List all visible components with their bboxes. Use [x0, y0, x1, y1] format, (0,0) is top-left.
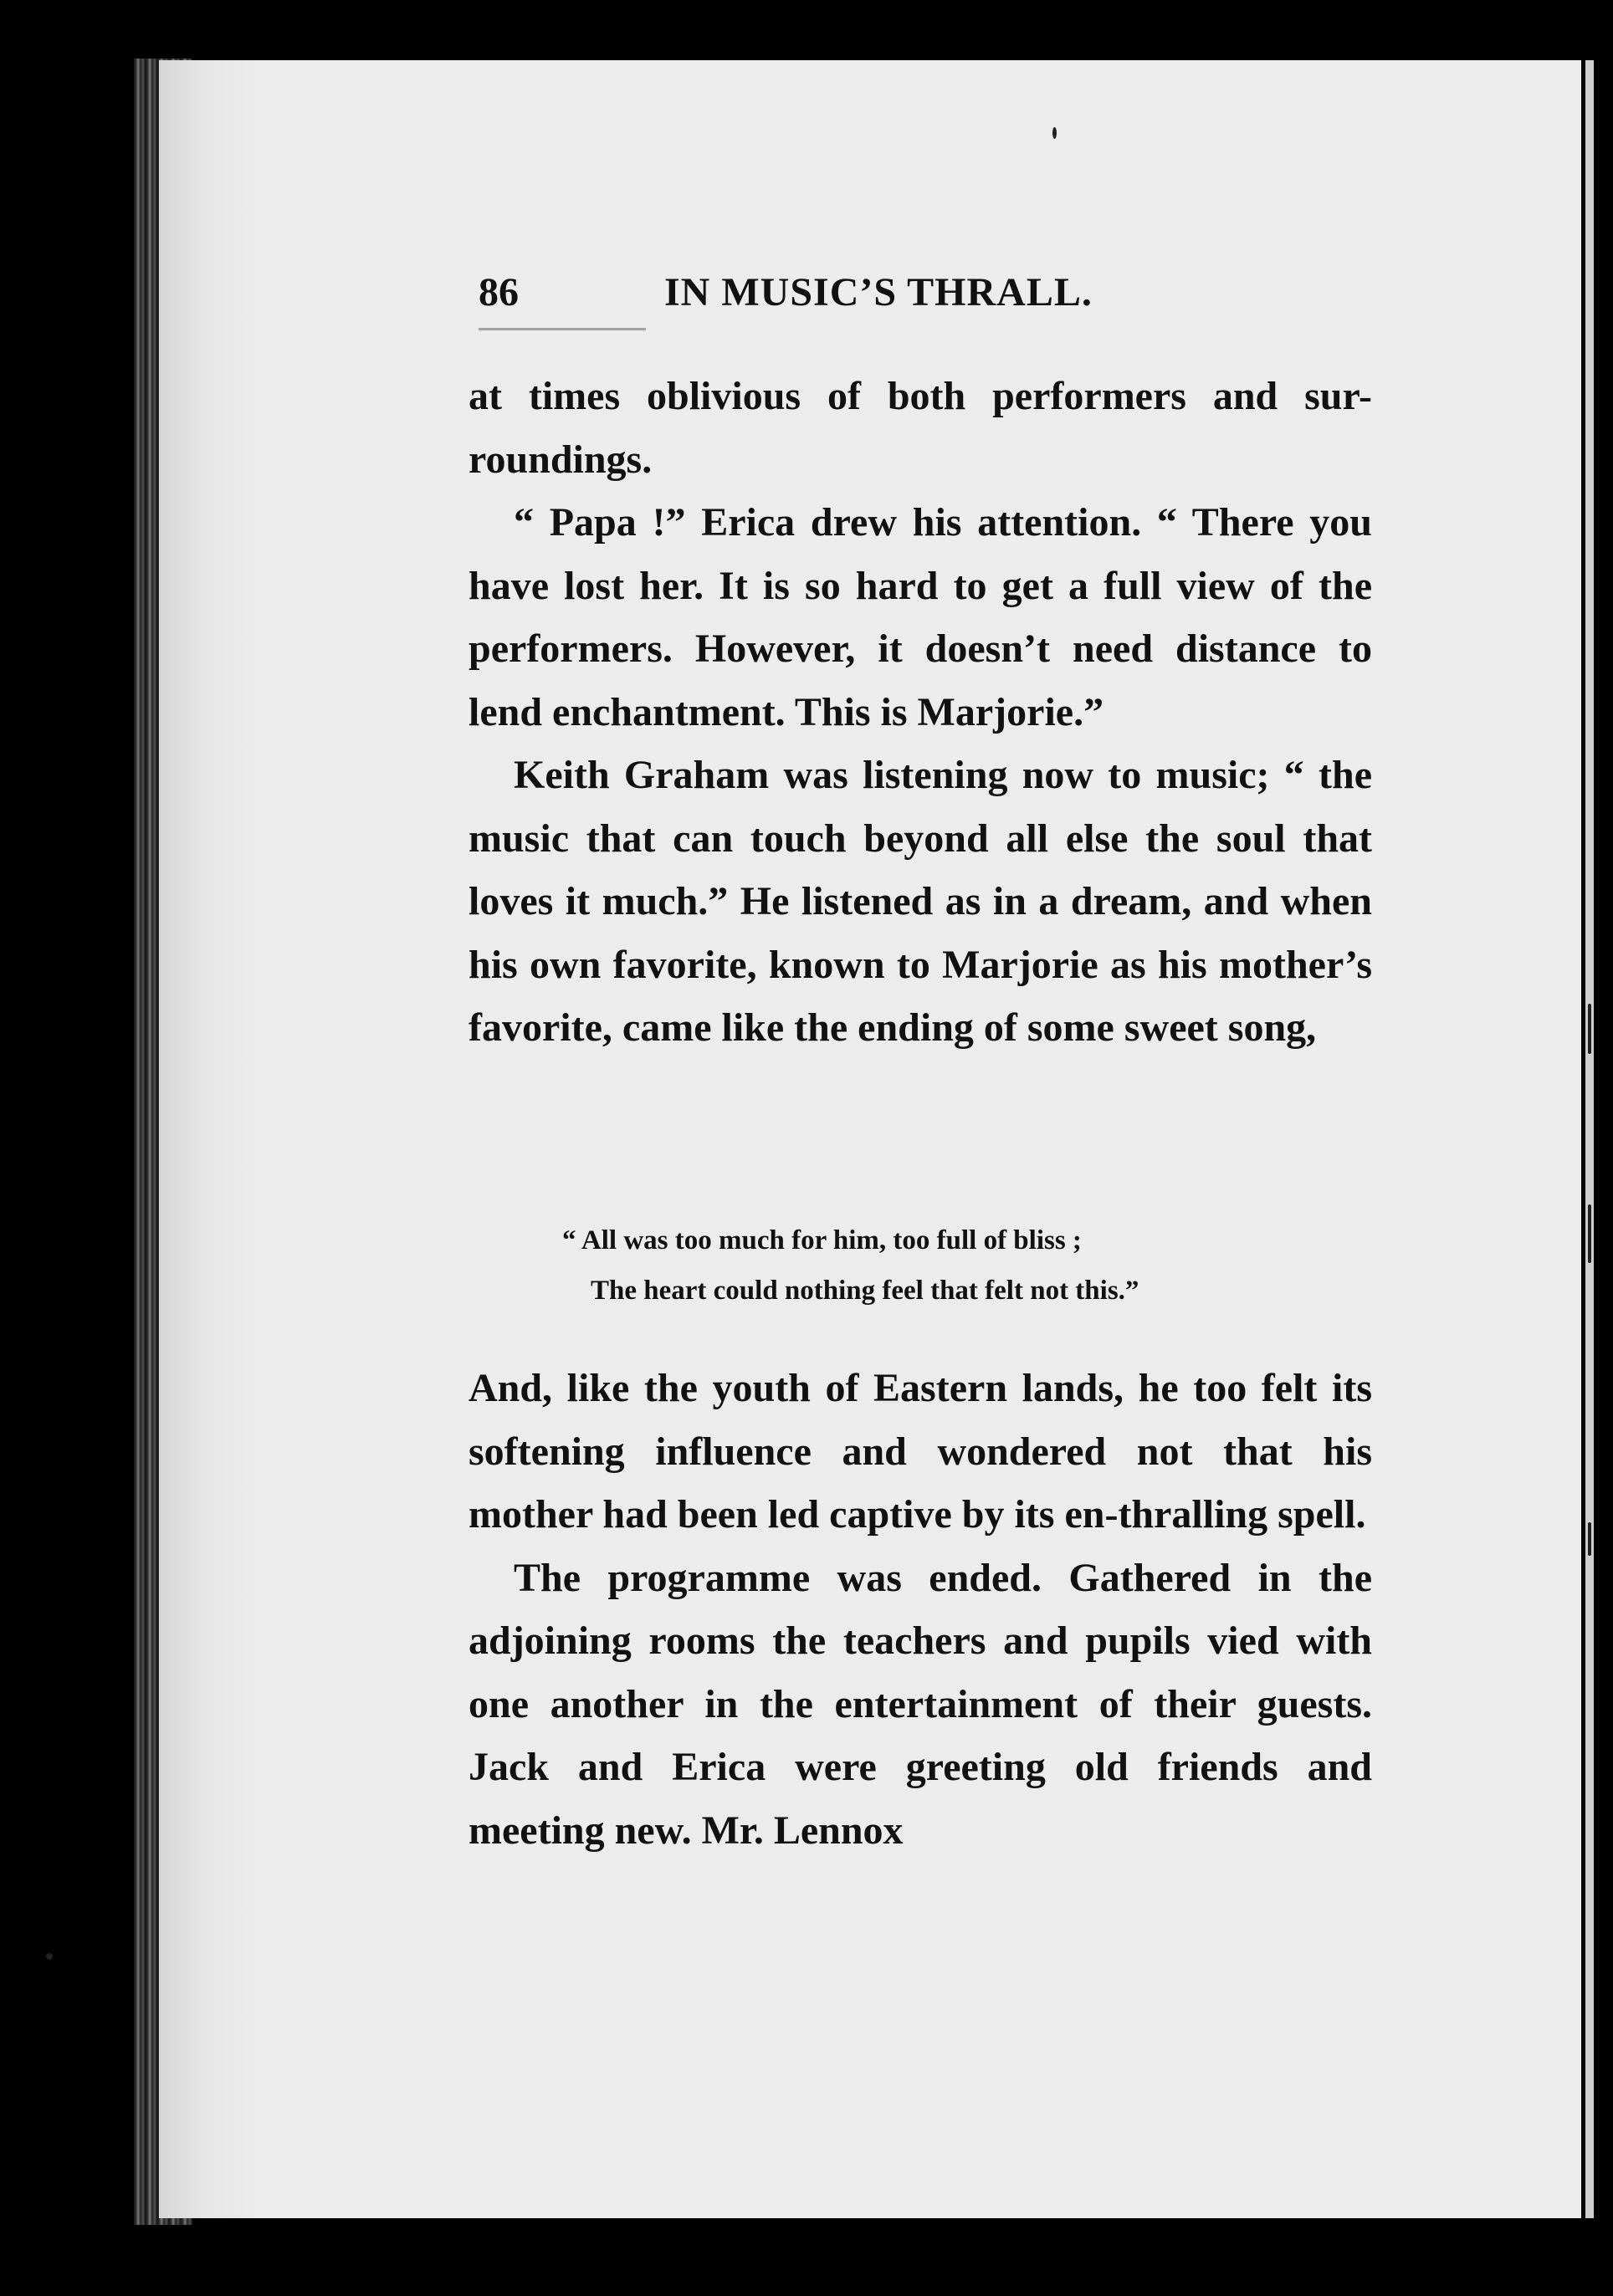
page-edge-mark: [1588, 1004, 1591, 1054]
text-block-upper: [469, 365, 1372, 1060]
paragraph: at times oblivious of both performers and sur-roundings.: [469, 374, 1372, 482]
running-head: IN MUSIC’S THRALL.: [664, 270, 1093, 314]
scan-speck: [46, 1953, 53, 1960]
paragraph: And, like the youth of Eastern lands, he too felt its softening influence and wondered not that his mother had been led captive by its en-thralling spell.: [469, 1366, 1372, 1537]
verse-line: The heart could nothing feel that felt not this.”: [591, 1276, 1139, 1306]
text-block-lower: [469, 1357, 1372, 1862]
paragraph: The programme was ended. Gathered in the adjoining rooms the teachers and pupils vied with one another in the entertainment of their guests. Jack and Erica were greeting old friends and meeting new. Mr. Lennox: [469, 1555, 1372, 1853]
page-number: 86: [479, 270, 519, 314]
page-right-edge: [1585, 60, 1594, 2218]
verse-line: “ All was too much for him, too full of bliss ;: [562, 1225, 1082, 1255]
page-header: [479, 269, 1349, 328]
paragraph: Keith Graham was listening now to music; “ the music that can touch beyond all else the soul that loves it much.” He listened as in a dream, and when his own favorite, known to Marjorie as his mother’s favorite, came like the ending of some sweet song,: [469, 753, 1372, 1050]
paragraph: “ Papa !” Erica drew his attention. “ There you have lost her. It is so hard to get a full view of the performers. However, it doesn’t need distance to lend enchantment. This is Marjorie.”: [469, 500, 1372, 734]
print-speck: [1052, 127, 1057, 139]
header-print-mark: [479, 328, 646, 330]
page-edge-mark: [1588, 1204, 1591, 1263]
page-edge-mark: [1588, 1522, 1591, 1556]
verse-quotation: [562, 1215, 1315, 1316]
